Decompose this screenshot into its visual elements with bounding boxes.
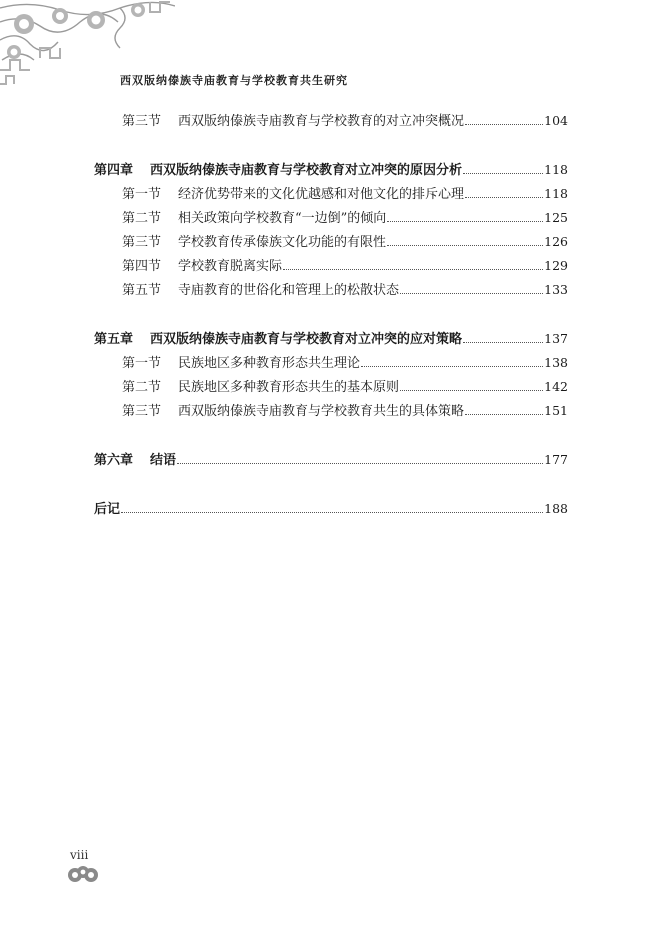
toc-section-entry <box>122 185 568 204</box>
toc-page-number: 129 <box>544 258 568 273</box>
toc-chapter-entry <box>94 451 568 470</box>
toc-entry-title: 西双版纳傣族寺庙教育与学校教育对立冲突的原因分析 <box>150 163 463 178</box>
dot-leader <box>465 124 543 125</box>
toc-entry-title: 民族地区多种教育形态共生的基本原则 <box>178 380 400 395</box>
dot-leader <box>361 366 543 367</box>
dot-leader <box>177 463 543 464</box>
toc-entry-number: 第四节 <box>122 259 162 274</box>
toc-section-entry <box>122 233 568 252</box>
toc-section-entry <box>122 112 568 131</box>
toc-page-number: 177 <box>544 452 568 467</box>
dot-leader <box>400 390 543 391</box>
dot-leader <box>387 245 543 246</box>
toc-section-entry <box>122 402 568 421</box>
toc-page-number: 133 <box>544 282 568 297</box>
toc-page-number: 118 <box>544 186 568 201</box>
toc-entry-title: 相关政策向学校教育“一边倒”的倾向 <box>178 211 387 226</box>
toc-page-number: 118 <box>544 162 568 177</box>
toc-page-number: 125 <box>544 210 568 225</box>
toc-entry-title: 西双版纳傣族寺庙教育与学校教育共生的具体策略 <box>178 404 465 419</box>
toc-entry-number: 第二节 <box>122 380 162 395</box>
toc-entry-number: 第五节 <box>122 283 162 298</box>
page-folio: viii <box>70 848 89 862</box>
toc-entry-number: 第一节 <box>122 356 162 371</box>
dot-leader <box>463 342 543 343</box>
toc-entry-number: 第四章 <box>94 163 134 178</box>
toc-page-number: 138 <box>544 355 568 370</box>
running-head: 西双版纳傣族寺庙教育与学校教育共生研究 <box>120 74 348 87</box>
toc-entry-number: 第三节 <box>122 404 162 419</box>
toc-entry-number: 第二节 <box>122 211 162 226</box>
toc-entry-title: 后记 <box>94 502 121 517</box>
toc-chapter-entry <box>94 161 568 180</box>
toc-chapter-entry <box>94 330 568 349</box>
toc-entry-title: 民族地区多种教育形态共生理论 <box>178 356 361 371</box>
dot-leader <box>465 197 543 198</box>
toc-entry-title: 学校教育传承傣族文化功能的有限性 <box>178 235 387 250</box>
toc-entry-title: 西双版纳傣族寺庙教育与学校教育对立冲突的应对策略 <box>150 332 463 347</box>
toc-entry-number: 第五章 <box>94 332 134 347</box>
toc-page-number: 142 <box>544 379 568 394</box>
toc-section-entry <box>122 354 568 373</box>
dot-leader <box>283 269 543 270</box>
toc-entry-title: 寺庙教育的世俗化和管理上的松散状态 <box>178 283 400 298</box>
toc-entry-title: 结语 <box>150 453 177 468</box>
toc-entry-title: 经济优势带来的文化优越感和对他文化的排斥心理 <box>178 187 465 202</box>
toc-page-number: 188 <box>544 501 568 516</box>
toc-chapter-entry <box>94 500 568 519</box>
toc-entry-number: 第三节 <box>122 235 162 250</box>
toc-page-number: 137 <box>544 331 568 346</box>
dot-leader <box>387 221 543 222</box>
toc-entry-number: 第三节 <box>122 114 162 129</box>
toc-page-number: 104 <box>544 113 568 128</box>
dot-leader <box>121 512 543 513</box>
toc-section-entry <box>122 209 568 228</box>
toc-page-number: 151 <box>544 403 568 418</box>
dot-leader <box>463 173 543 174</box>
toc-entry-title: 西双版纳傣族寺庙教育与学校教育的对立冲突概况 <box>178 114 465 129</box>
toc-entry-number: 第六章 <box>94 453 134 468</box>
toc-entry-title: 学校教育脱离实际 <box>178 259 283 274</box>
toc-page-number: 126 <box>544 234 568 249</box>
toc-entry-number: 第一节 <box>122 187 162 202</box>
dot-leader <box>465 414 543 415</box>
dot-leader <box>400 293 543 294</box>
corner-ornament-icon <box>0 0 175 120</box>
toc-section-entry <box>122 378 568 397</box>
cloud-ornament-icon <box>66 864 100 886</box>
toc-section-entry <box>122 281 568 300</box>
toc-section-entry <box>122 257 568 276</box>
